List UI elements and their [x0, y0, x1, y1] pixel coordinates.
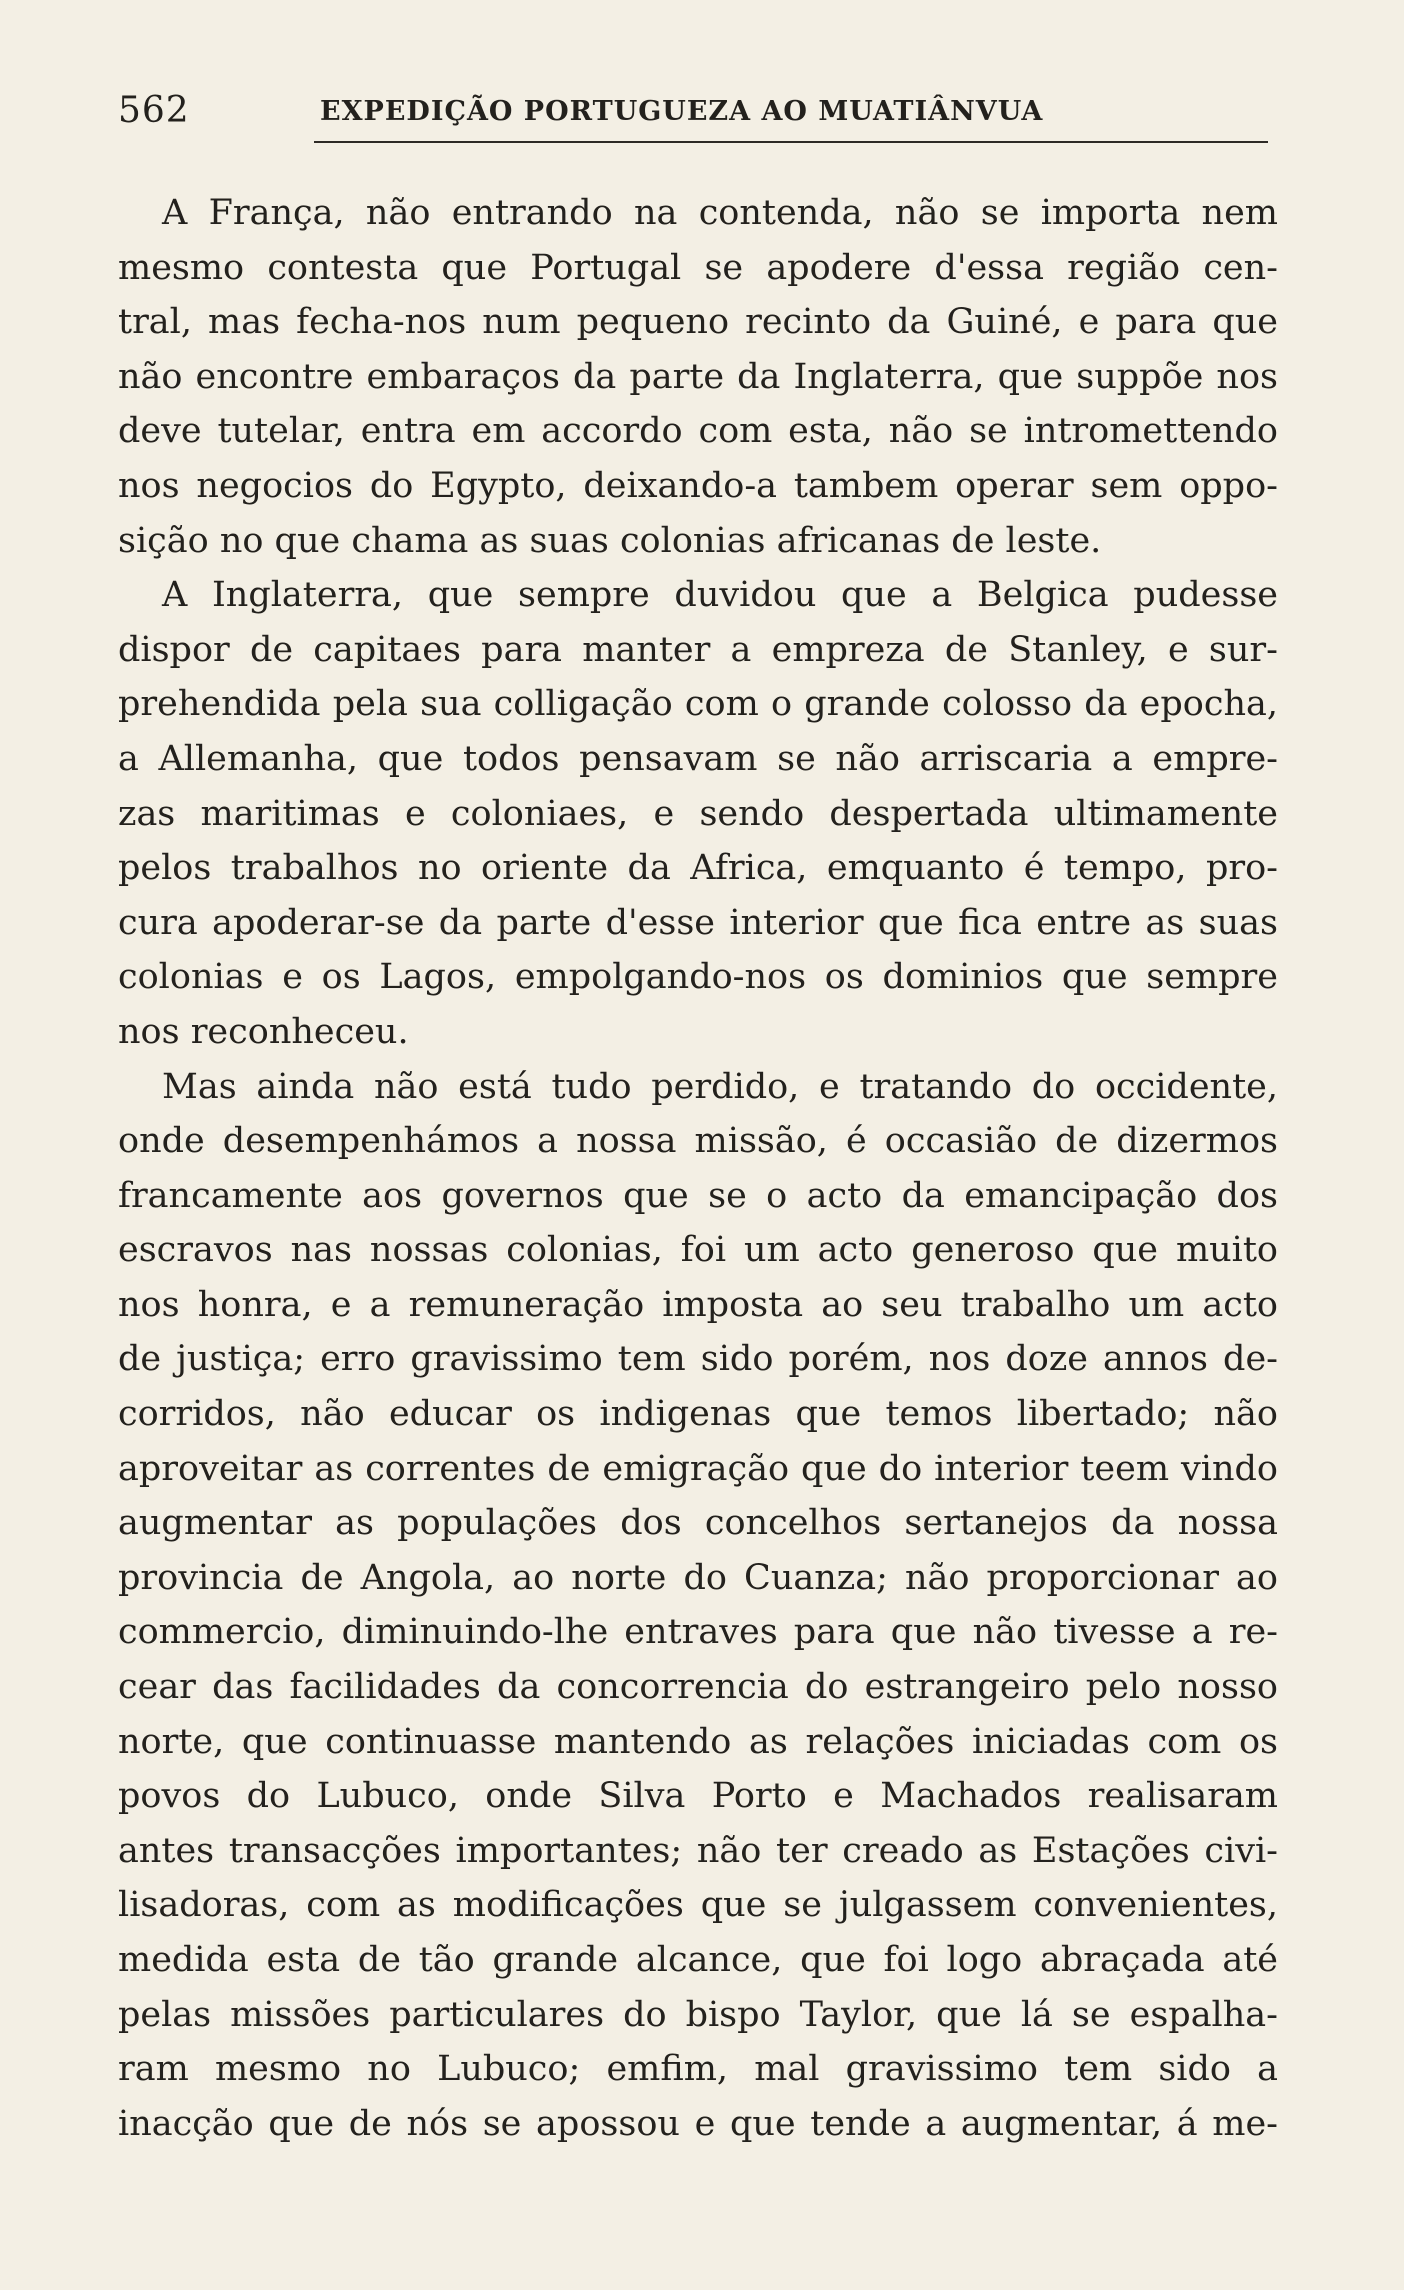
page-header	[118, 86, 1270, 136]
text-line: tral, mas fecha-nos num pequeno recinto da Guiné, e para que	[118, 302, 1278, 343]
text-line: augmentar as populações dos concelhos sertanejos da nossa	[118, 1503, 1278, 1544]
text-line: cura apoderar-se da parte d'esse interior que fica entre as suas	[118, 902, 1278, 943]
text-line: onde desempenhámos a nossa missão, é occasião de dizermos	[118, 1121, 1278, 1162]
text-line: commercio, diminuindo-lhe entraves para que não tivesse a re-	[118, 1612, 1278, 1653]
text-line: ram mesmo no Lubuco; emfim, mal gravissimo tem sido a	[118, 2049, 1278, 2090]
text-line: povos do Lubuco, onde Silva Porto e Machados realisaram	[118, 1776, 1278, 1817]
running-title: EXPEDIÇÃO PORTUGUEZA AO MUATIÂNVUA	[320, 96, 1044, 127]
text-line: corridos, não educar os indigenas que temos libertado; não	[118, 1394, 1278, 1435]
text-line: francamente aos governos que se o acto da emancipação dos	[118, 1175, 1278, 1216]
text-line: deve tutelar, entra em accordo com esta, não se intromettendo	[118, 411, 1278, 452]
text-line: cear das facilidades da concorrencia do estrangeiro pelo nosso	[118, 1667, 1278, 1708]
text-line: sição no que chama as suas colonias africanas de leste.	[118, 520, 1102, 561]
text-line: A França, não entrando na contenda, não se importa nem	[162, 193, 1278, 233]
text-line: mesmo contesta que Portugal se apodere d'essa região cen-	[118, 247, 1278, 288]
text-line: prehendida pela sua colligação com o grande colosso da epocha,	[118, 684, 1278, 725]
text-line: nos reconheceu.	[118, 1011, 409, 1052]
text-line: a Allemanha, que todos pensavam se não arriscaria a empre-	[118, 738, 1278, 779]
text-line: norte, que continuasse mantendo as relações iniciadas com os	[118, 1721, 1278, 1762]
body-text	[118, 186, 1278, 2151]
header-rule	[314, 141, 1268, 143]
text-line: Mas ainda não está tudo perdido, e tratando do occidente,	[162, 1066, 1278, 1107]
text-line: aproveitar as correntes de emigração que do interior teem vindo	[118, 1448, 1278, 1489]
text-line: dispor de capitaes para manter a empreza de Stanley, e sur-	[118, 629, 1278, 670]
text-line: pelas missões particulares do bispo Taylor, que lá se espalha-	[118, 1994, 1278, 2035]
text-line: A Inglaterra, que sempre duvidou que a Belgica pudesse	[162, 575, 1278, 616]
text-line: de justiça; erro gravissimo tem sido porém, nos doze annos de-	[118, 1339, 1278, 1380]
text-line: não encontre embaraços da parte da Inglaterra, que suppõe nos	[118, 356, 1278, 397]
text-line: antes transacções importantes; não ter creado as Estações civi-	[118, 1830, 1278, 1871]
text-line: zas maritimas e coloniaes, e sendo despertada ultimamente	[118, 793, 1278, 834]
text-line: colonias e os Lagos, empolgando-nos os dominios que sempre	[118, 957, 1278, 998]
text-line: nos honra, e a remuneração imposta ao seu trabalho um acto	[118, 1284, 1278, 1325]
text-line: nos negocios do Egypto, deixando-a tambem operar sem oppo-	[118, 465, 1278, 506]
page-number: 562	[118, 90, 190, 131]
text-line: pelos trabalhos no oriente da Africa, emquanto é tempo, pro-	[118, 848, 1278, 889]
text-line: inacção que de nós se apossou e que tende a augmentar, á me-	[118, 2103, 1278, 2144]
text-line: provincia de Angola, ao norte do Cuanza; não proporcionar ao	[118, 1557, 1278, 1598]
text-line: escravos nas nossas colonias, foi um acto generoso que muito	[118, 1230, 1278, 1271]
text-line: medida esta de tão grande alcance, que foi logo abraçada até	[118, 1940, 1278, 1980]
text-line: lisadoras, com as modificações que se julgassem convenientes,	[118, 1885, 1278, 1926]
